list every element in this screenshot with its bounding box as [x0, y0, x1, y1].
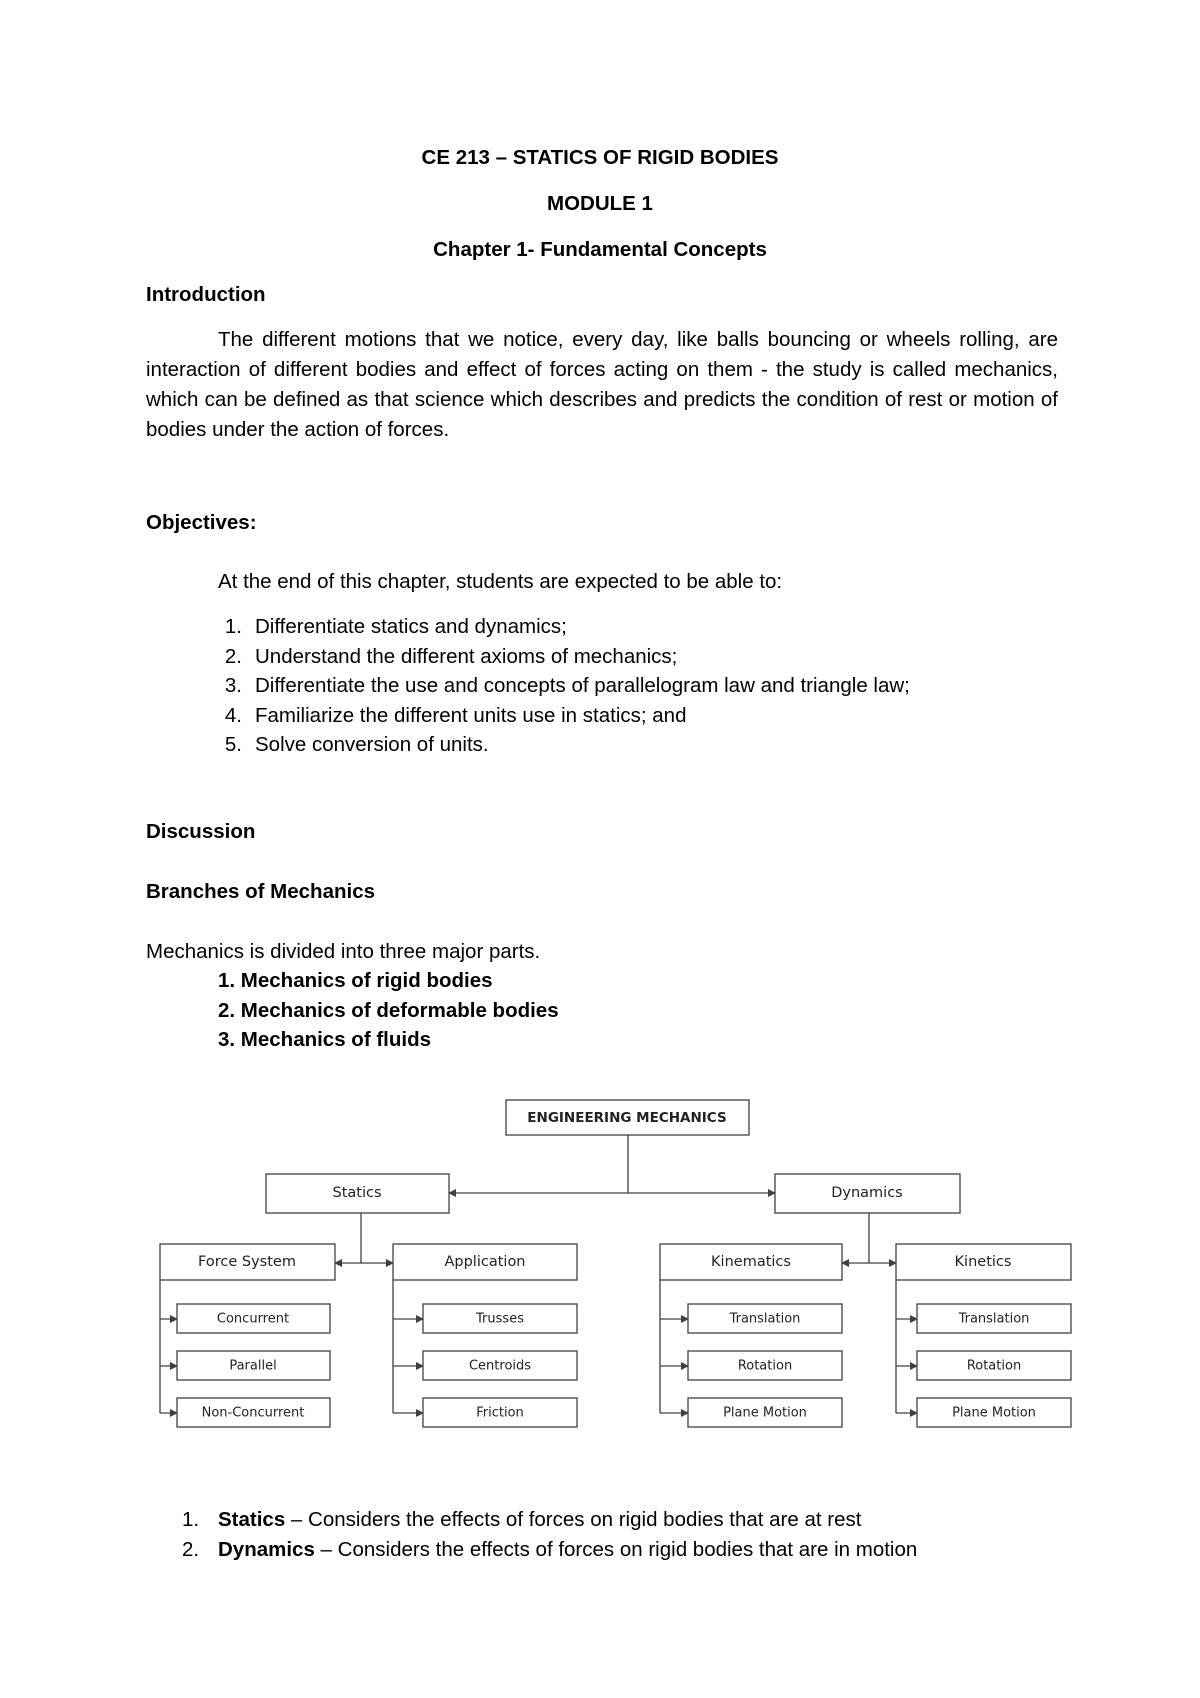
branches-heading: Branches of Mechanics: [146, 880, 375, 903]
mechanics-part: 3. Mechanics of fluids: [218, 1028, 432, 1051]
parallel-label: Parallel: [229, 1358, 277, 1374]
kinematics-children: [688, 1304, 842, 1427]
application-label: Application: [444, 1254, 526, 1270]
objective-number: 1.: [224, 615, 242, 638]
objective-item: Differentiate statics and dynamics;: [255, 615, 567, 638]
kinematics-rotation-label: Rotation: [737, 1358, 793, 1374]
non-concurrent-label: Non-Concurrent: [201, 1405, 305, 1421]
objective-item: Differentiate the use and concepts of parallelogram law and triangle law;: [255, 674, 910, 697]
engineering-mechanics-node: [506, 1100, 749, 1135]
course-title: CE 213 – STATICS OF RIGID BODIES: [421, 146, 779, 169]
branches-lead: Mechanics is divided into three major parts.: [146, 940, 541, 963]
kinetics-plane-motion-label: Plane Motion: [952, 1405, 1036, 1421]
friction-label: Friction: [476, 1405, 524, 1421]
objective-number: 2.: [224, 645, 242, 668]
application-node: [393, 1244, 577, 1280]
centroids-label: Centroids: [468, 1358, 532, 1374]
kinematics-label: Kinematics: [711, 1254, 791, 1270]
definition-item: [218, 1538, 917, 1562]
mechanics-part: 2. Mechanics of deformable bodies: [218, 999, 559, 1022]
force-system-label: Force System: [198, 1254, 296, 1270]
trusses-label: Trusses: [476, 1311, 524, 1327]
objective-number: 3.: [224, 674, 242, 697]
application-children: [423, 1304, 577, 1427]
statics-node: [266, 1174, 449, 1213]
kinetics-rotation-label: Rotation: [966, 1358, 1022, 1374]
objective-item: Familiarize the different units use in statics; and: [255, 704, 687, 727]
definition-term: Dynamics: [218, 1538, 315, 1561]
statics-label: Statics: [332, 1185, 382, 1201]
kinetics-label: Kinetics: [954, 1254, 1012, 1270]
definition-number: 2.: [182, 1538, 200, 1561]
objective-number: 5.: [224, 733, 242, 756]
objectives-heading: Objectives:: [146, 511, 257, 534]
kinetics-node: [896, 1244, 1071, 1280]
objective-item: Understand the different axioms of mechanics;: [255, 645, 678, 668]
definition-text: – Considers the effects of forces on rigid bodies that are in motion: [314, 1538, 918, 1561]
kinematics-translation-label: Translation: [729, 1311, 801, 1327]
definition-text: – Considers the effects of forces on rigid bodies that are at rest: [285, 1508, 862, 1531]
concurrent-label: Concurrent: [216, 1311, 290, 1327]
definition-number: 1.: [182, 1508, 200, 1531]
kinetics-translation-label: Translation: [958, 1311, 1030, 1327]
dynamics-label: Dynamics: [831, 1185, 903, 1201]
force-system-node: [160, 1244, 335, 1280]
definition-item: [218, 1508, 861, 1532]
module-title: MODULE 1: [547, 192, 653, 215]
kinetics-children: [917, 1304, 1071, 1427]
discussion-heading: Discussion: [146, 820, 256, 843]
engineering-mechanics-label: ENGINEERING MECHANICS: [527, 1110, 727, 1126]
objective-number: 4.: [224, 704, 242, 727]
kinematics-plane-motion-label: Plane Motion: [723, 1405, 807, 1421]
dynamics-node: [775, 1174, 960, 1213]
introduction-heading: Introduction: [146, 283, 266, 306]
chapter-title: Chapter 1- Fundamental Concepts: [433, 238, 767, 261]
objectives-lead: At the end of this chapter, students are expected to be able to:: [218, 570, 783, 593]
objective-item: Solve conversion of units.: [255, 733, 489, 756]
definition-term: Statics: [218, 1508, 286, 1531]
mechanics-part: 1. Mechanics of rigid bodies: [218, 969, 493, 992]
kinematics-node: [660, 1244, 842, 1280]
introduction-paragraph: The different motions that we notice, every day, like balls bouncing or wheels rolling, are interaction of different bodies and effect of forces acting on them - the study is called mechanics, which can be defined as that science which describes and predicts the condition of rest or motion of bodies under the action of forces.: [146, 328, 1058, 441]
force-system-children: [177, 1304, 330, 1427]
